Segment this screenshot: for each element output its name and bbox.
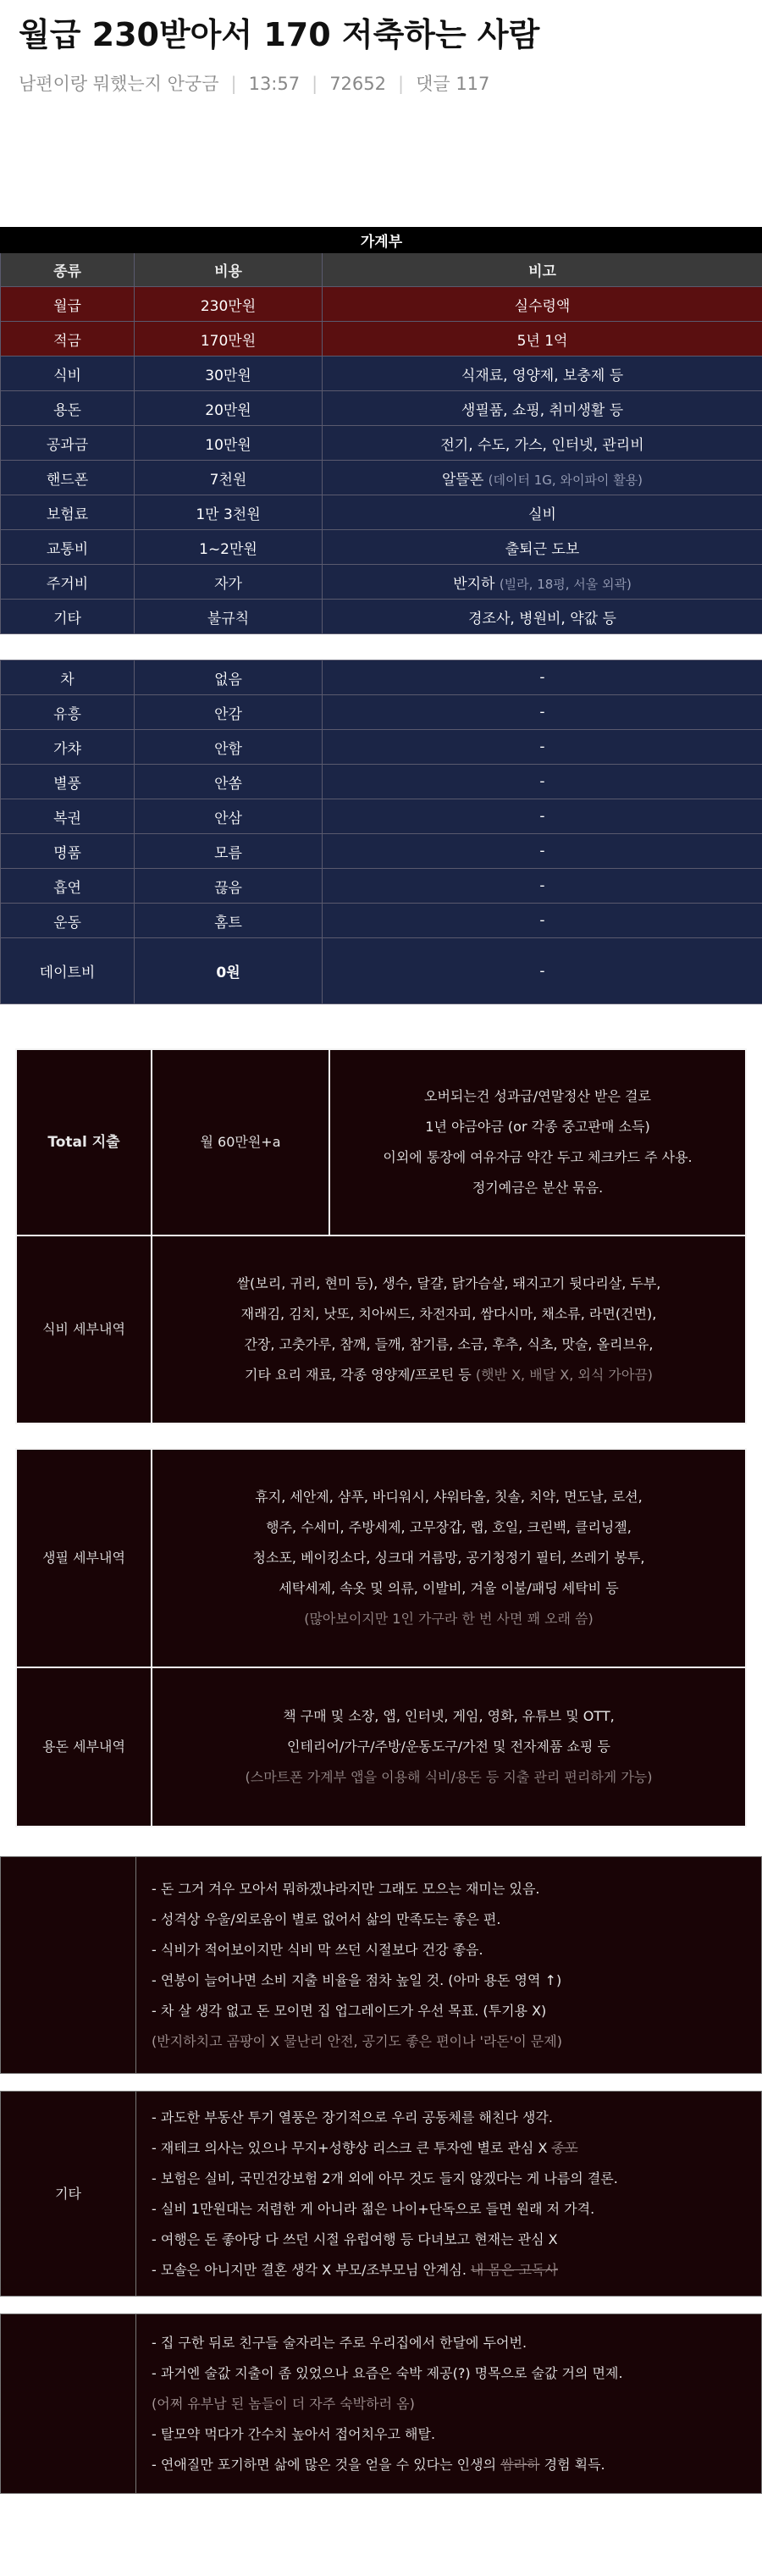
table-row — [1, 461, 762, 495]
living-block — [15, 1448, 747, 1827]
row-cost: 30만원 — [135, 357, 323, 391]
notes3-label — [1, 2314, 136, 2494]
row-kind: 유흥 — [1, 695, 135, 730]
view-count: 72652 — [329, 74, 386, 94]
row-kind: 가챠 — [1, 730, 135, 765]
ledger-table — [0, 227, 762, 634]
notes-block-3 — [0, 2313, 762, 2494]
row-kind: 차 — [1, 661, 135, 695]
author-name[interactable]: 남편이랑 뭐했는지 안궁금 — [19, 74, 219, 94]
row-cost: 1~2만원 — [135, 530, 323, 565]
row-note: - — [323, 938, 762, 1004]
row-kind: 공과금 — [1, 426, 135, 461]
row-note: 경조사, 병원비, 약값 등 — [323, 600, 762, 634]
post-title: 월급 230받아서 170 저축하는 사람 — [19, 16, 540, 53]
row-cost: 안삼 — [135, 799, 323, 834]
total-label: Total 지출 — [16, 1049, 152, 1235]
living-label: 생필 세부내역 — [16, 1449, 152, 1667]
row-note: - — [323, 834, 762, 869]
table-row — [1, 600, 762, 634]
row-cost: 불규칙 — [135, 600, 323, 634]
table-row — [1, 904, 762, 938]
table-row — [1, 322, 762, 357]
row-cost: 홈트 — [135, 904, 323, 938]
row-kind: 보험료 — [1, 495, 135, 530]
lifestyle-table — [0, 660, 762, 1004]
row-cost: 0원 — [135, 938, 323, 1004]
table-row — [1, 287, 762, 322]
table-row — [1, 565, 762, 600]
row-kind: 식비 — [1, 357, 135, 391]
table-row — [1, 495, 762, 530]
post-meta: 남편이랑 뭐했는지 안궁금 | 13:57 | 72652 | 댓글 117 — [19, 74, 490, 94]
row-kind: 주거비 — [1, 565, 135, 600]
row-cost: 1만 3천원 — [135, 495, 323, 530]
row-note: - — [323, 661, 762, 695]
row-kind: 데이트비 — [1, 938, 135, 1004]
row-note: 생필품, 쇼핑, 취미생활 등 — [323, 391, 762, 426]
row-note: - — [323, 799, 762, 834]
row-note: 실수령액 — [323, 287, 762, 322]
row-note: 반지하 (빌라, 18평, 서울 외곽) — [323, 565, 762, 600]
allowance-detail: 책 구매 및 소장, 앱, 인터넷, 게임, 영화, 유튜브 및 OTT, 인테리어/가구/주방/운동도구/가전 및 전자제품 쇼핑 등 (스마트폰 가계부 앱을 이용해 식비/용돈 등 지출 관리 편리하게 가능) — [152, 1667, 746, 1827]
row-kind: 교통비 — [1, 530, 135, 565]
header-note: 비고 — [323, 253, 762, 287]
header-cost: 비용 — [135, 253, 323, 287]
table-row — [1, 799, 762, 834]
etc-items: - 과도한 부동산 투기 열풍은 장기적으로 우리 공동체를 해친다 생각. - 재테크 의사는 있으나 무지+성향상 리스크 큰 투자엔 별로 관심 X 종포 - 보험은 실비, 국민건강보험 2개 외에 아무 것도 들지 않겠다는 게 나름의 결론. - 실비 1만원대는 저렴한 게 아니라 젊은 나이+단독으로 들면 원래 저 가격. - 여행은 돈 좋아당 다 쓰던 시절 유럽여행 등 다녀보고 현재는 관심 X - 모솔은 아니지만 결혼 생각 X 부모/조부모님 안계심. 내 몸은 고독사 — [136, 2092, 762, 2297]
row-note: - — [323, 765, 762, 799]
row-kind: 용돈 — [1, 391, 135, 426]
row-cost: 10만원 — [135, 426, 323, 461]
row-kind: 복권 — [1, 799, 135, 834]
header-kind: 종류 — [1, 253, 135, 287]
row-kind: 핸드폰 — [1, 461, 135, 495]
row-cost: 230만원 — [135, 287, 323, 322]
table-row — [1, 730, 762, 765]
post-time: 13:57 — [248, 74, 301, 94]
row-note: - — [323, 904, 762, 938]
table-row — [1, 869, 762, 904]
row-cost: 안쏨 — [135, 765, 323, 799]
row-cost: 자가 — [135, 565, 323, 600]
row-cost: 끊음 — [135, 869, 323, 904]
row-kind: 기타 — [1, 600, 135, 634]
living-detail: 휴지, 세안제, 샴푸, 바디워시, 샤워타올, 칫솔, 치약, 면도날, 로션, 행주, 수세미, 주방세제, 고무장갑, 랩, 호일, 크린백, 클리닝젤, 청소포, 베이킹소다, 싱크대 거름망, 공기청정기 필터, 쓰레기 봉투, 세탁세제, 속옷 및 의류, 이발비, 겨울 이불/패딩 세탁비 등 (많아보이지만 1인 가구라 한 번 사면 꽤 오래 씀) — [152, 1449, 746, 1667]
table-row — [1, 357, 762, 391]
notes-block-2 — [0, 2091, 762, 2297]
row-note: - — [323, 730, 762, 765]
total-block — [15, 1048, 747, 1424]
row-note: - — [323, 695, 762, 730]
row-cost: 안감 — [135, 695, 323, 730]
row-kind: 운동 — [1, 904, 135, 938]
row-cost: 모름 — [135, 834, 323, 869]
notes-block-1 — [0, 1856, 762, 2074]
row-note: 실비 — [323, 495, 762, 530]
table-row — [1, 661, 762, 695]
notes3-items: - 집 구한 뒤로 친구들 술자리는 주로 우리집에서 한달에 두어번. - 과거엔 술값 지출이 좀 있었으나 요즘은 숙박 제공(?) 명목으로 술값 거의 면제. (어쩌 유부남 된 놈들이 더 자주 숙박하러 옴) - 탈모약 먹다가 간수치 높아서 접어치우고 해탈. - 연애질만 포기하면 삶에 많은 것을 얻을 수 있다는 인생의 쌈라하 경험 획득. — [136, 2314, 762, 2494]
table-row — [1, 695, 762, 730]
row-note: 전기, 수도, 가스, 인터넷, 관리비 — [323, 426, 762, 461]
row-kind: 적금 — [1, 322, 135, 357]
allowance-label: 용돈 세부내역 — [16, 1667, 152, 1827]
food-label: 식비 세부내역 — [16, 1235, 152, 1423]
post-header — [0, 0, 762, 227]
comment-count[interactable]: 댓글 117 — [416, 74, 490, 94]
total-amount: 월 60만원+a — [152, 1049, 329, 1235]
table-row — [1, 938, 762, 1004]
row-kind: 명품 — [1, 834, 135, 869]
row-cost: 안함 — [135, 730, 323, 765]
notes-items: - 돈 그거 겨우 모아서 뭐하겠냐라지만 그래도 모으는 재미는 있음. - 성격상 우울/외로움이 별로 없어서 삶의 만족도는 좋은 편. - 식비가 적어보이지만 식비 막 쓰던 시절보다 건강 좋음. - 연봉이 늘어나면 소비 지출 비율을 점차 높일 것. (아마 용돈 영역 ↑) - 차 살 생각 없고 돈 모이면 집 업그레이드가 우선 목표. (투기용 X) (반지하치고 곰팡이 X 물난리 안전, 공기도 좋은 편이나 '라돈'이 문제) — [136, 1857, 762, 2074]
row-note: 5년 1억 — [323, 322, 762, 357]
table-row — [1, 391, 762, 426]
row-note: 알뜰폰 (데이터 1G, 와이파이 활용) — [323, 461, 762, 495]
row-note: 출퇴근 도보 — [323, 530, 762, 565]
row-cost: 7천원 — [135, 461, 323, 495]
row-kind: 흡연 — [1, 869, 135, 904]
row-cost: 170만원 — [135, 322, 323, 357]
table-row — [1, 765, 762, 799]
notes-label — [1, 1857, 136, 2074]
ledger-title: 가계부 — [1, 228, 762, 253]
row-cost: 20만원 — [135, 391, 323, 426]
row-note: 식재료, 영양제, 보충제 등 — [323, 357, 762, 391]
table-row — [1, 530, 762, 565]
row-note: - — [323, 869, 762, 904]
row-cost: 없음 — [135, 661, 323, 695]
food-detail: 쌀(보리, 귀리, 현미 등), 생수, 달걀, 닭가슴살, 돼지고기 뒷다리살, 두부, 재래김, 김치, 낫또, 치아씨드, 차전자피, 쌈다시마, 채소류, 라면(건면), 간장, 고춧가루, 참깨, 들깨, 참기름, 소금, 후추, 식초, 맛술, 올리브유, 기타 요리 재료, 각종 영양제/프로틴 등 (햇반 X, 배달 X, 외식 가아끔) — [152, 1235, 746, 1423]
row-kind: 월급 — [1, 287, 135, 322]
row-kind: 별풍 — [1, 765, 135, 799]
etc-label: 기타 — [1, 2092, 136, 2297]
total-note: 오버되는건 성과급/연말정산 받은 걸로 1년 야금야금 (or 각종 중고판매 소득) 이외에 통장에 여유자금 약간 두고 체크카드 주 사용. 정기예금은 분산 묶음. — [329, 1049, 746, 1235]
table-row — [1, 426, 762, 461]
table-row — [1, 834, 762, 869]
